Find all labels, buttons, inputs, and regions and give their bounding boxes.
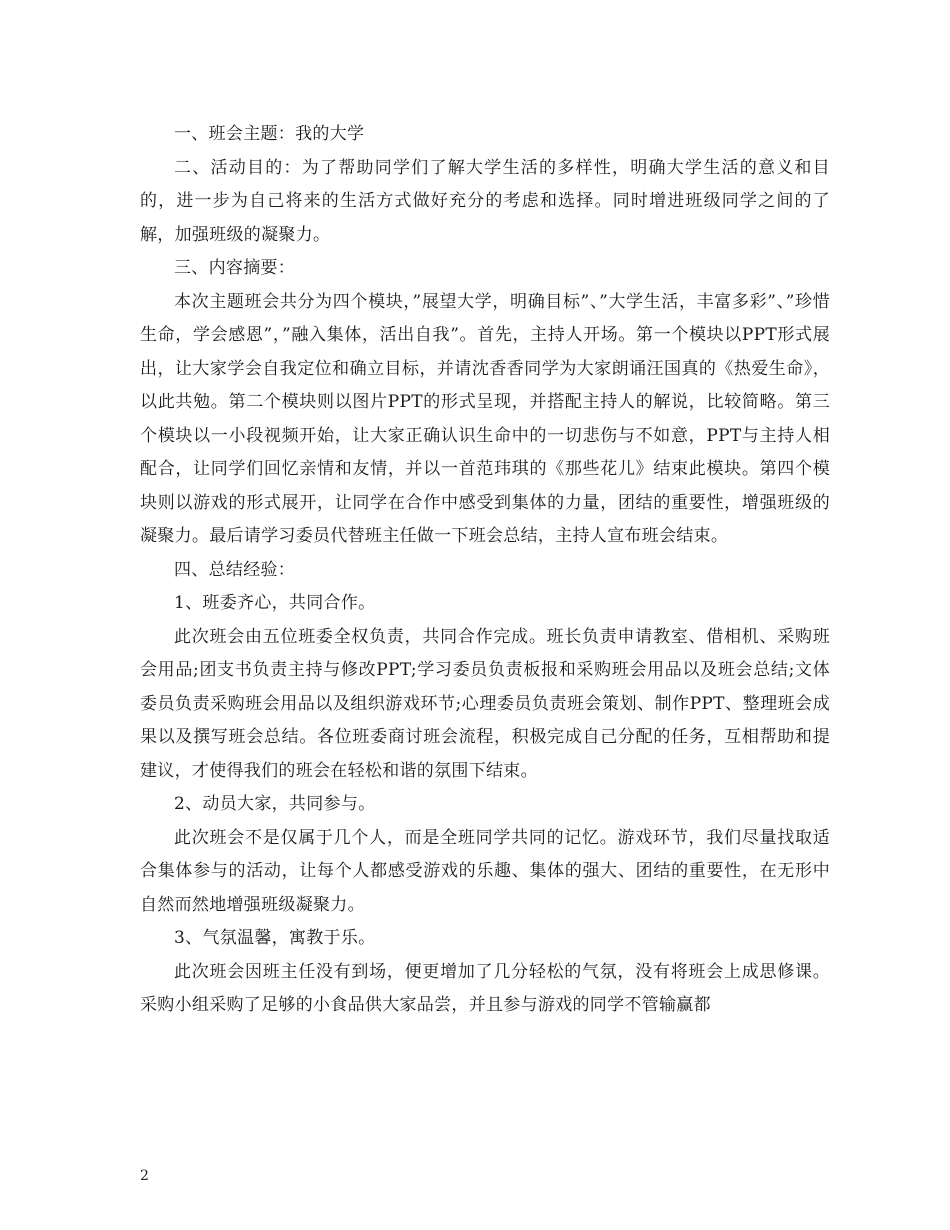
section-heading-summary: 三、内容摘要： <box>174 258 296 278</box>
document-body <box>140 118 830 1023</box>
section-heading-theme: 一、班会主题：我的大学 <box>174 124 365 144</box>
subheading-participation: 2、动员大家，共同参与。 <box>174 794 376 814</box>
section-heading-experience: 四、总结经验： <box>174 559 296 580</box>
subheading-teamwork: 1、班委齐心，共同合作。 <box>174 593 376 613</box>
paragraph-teamwork: 此次班会由五位班委全权负责，共同合作完成。班长负责申请教室、借相机、采购班会用品;团支书负责主持与修改PPT;学习委员负责板报和采购班会用品以及班会总结;文体委员负责采购班会用品以及组织游戏环节;心理委员负责班会策划、制作PPT、整理班会成果以及撰写班会总结。各位班委商讨班会流程，积极完成自己分配的任务，互相帮助和提建议，才使得我们的班会在轻松和谐的氛围下结束。 <box>140 626 830 781</box>
paragraph-summary: 本次主题班会共分为四个模块，”展望大学，明确目标”、”大学生活，丰富多彩”、”珍惜生命，学会感恩”，”融入集体，活出自我”。首先，主持人开场。第一个模块以PPT形式展出，让大家学会自我定位和确立目标，并请沈香香同学为大家朗诵汪国真的《热爱生命》，以此共勉。第二个模块则以图片PPT的形式呈现，并搭配主持人的解说，比较简略。第三个模块以一小段视频开始，让大家正确认识生命中的一切悲伤与不如意，PPT与主持人相配合，让同学们回忆亲情和友情，并以一首范玮琪的《那些花儿》结束此模块。第四个模块则以游戏的形式展开，让同学在合作中感受到集体的力量，团结的重要性，增强班级的凝聚力。最后请学习委员代替班主任做一下班会总结，主持人宣布班会结束。 <box>140 291 830 546</box>
subheading-atmosphere: 3、气氛温馨，寓教于乐。 <box>174 928 376 948</box>
paragraph-purpose: 二、活动目的：为了帮助同学们了解大学生活的多样性，明确大学生活的意义和目的，进一步为自己将来的生活方式做好充分的考虑和选择。同时增进班级同学之间的了解，加强班级的凝聚力。 <box>140 157 830 245</box>
paragraph-participation: 此次班会不是仅属于几个人，而是全班同学共同的记忆。游戏环节，我们尽量找取适合集体参与的活动，让每个人都感受游戏的乐趣、集体的强大、团结的重要性，在无形中自然而然地增强班级凝聚力。 <box>140 827 830 915</box>
paragraph-atmosphere: 此次班会因班主任没有到场，便更增加了几分轻松的气氛，没有将班会上成思修课。采购小组采购了足够的小食品供大家品尝，并且参与游戏的同学不管输赢都 <box>140 961 830 1015</box>
page-number: 2 <box>140 1168 149 1184</box>
